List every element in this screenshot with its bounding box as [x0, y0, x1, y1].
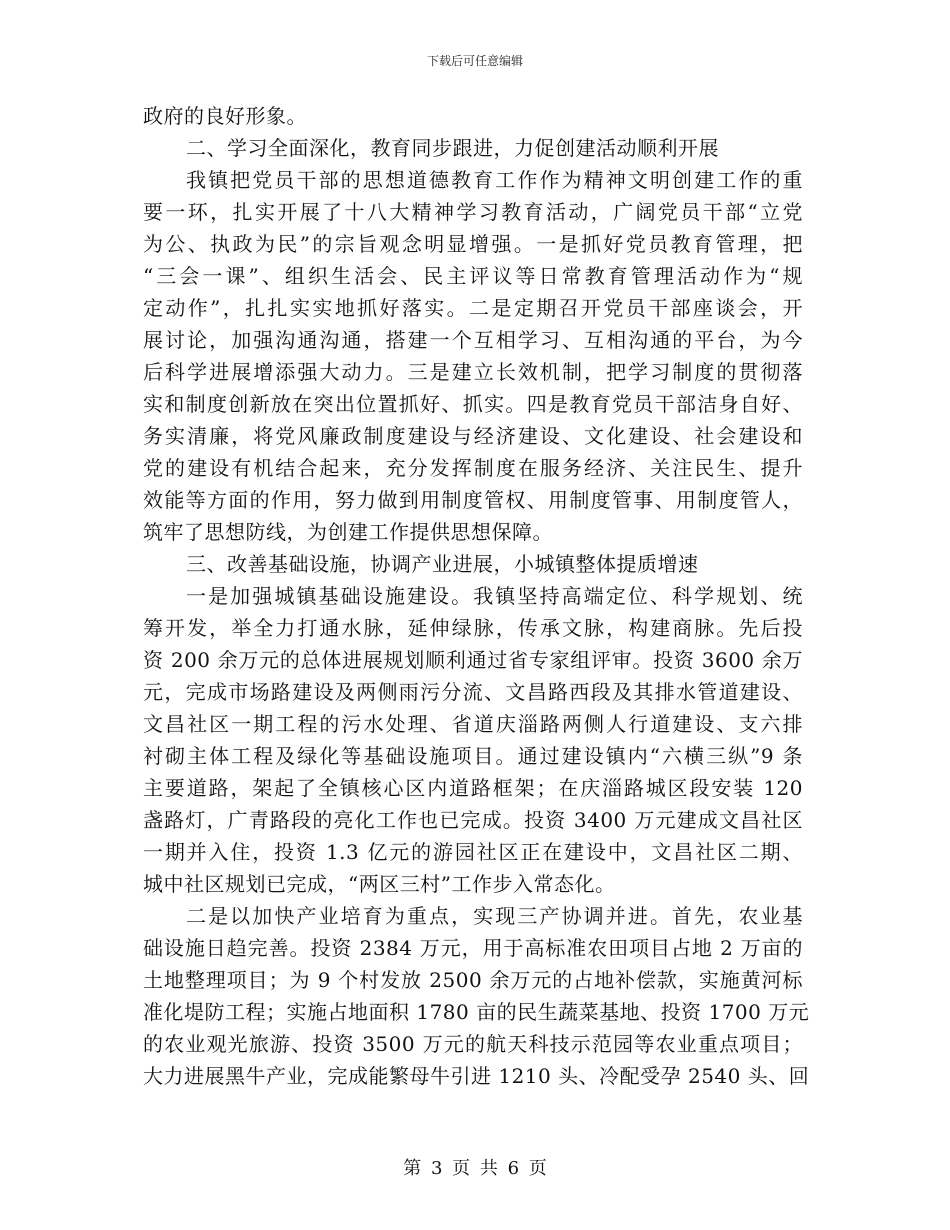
text-line: 三、改善基础设施，协调产业进展，小城镇整体提质增速 — [186, 552, 699, 576]
text-line: 础设施日趋完善。投资 2384 万元，用于高标准农田项目占地 2 万亩的 — [143, 936, 803, 960]
text-line: 二、学习全面深化，教育同步跟进，力促创建活动顺利开展 — [186, 136, 719, 160]
text-line: 筹开发，举全力打通水脉，延伸绿脉，传承文脉，构建商脉。先后投 — [143, 616, 803, 640]
text-line: 我镇把党员干部的思想道德教育工作作为精神文明创建工作的重 — [186, 168, 803, 192]
text-line: 筑牢了思想防线，为创建工作提供思想保障。 — [143, 520, 553, 544]
text-line: 一期并入住，投资 1.3 亿元的游园社区正在建设中，文昌社区二期、 — [143, 840, 803, 864]
text-line: 土地整理项目；为 9 个村发放 2500 余万元的占地补偿款，实施黄河标 — [143, 968, 803, 992]
text-line: 元，完成市场路建设及两侧雨污分流、文昌路西段及其排水管道建设、 — [143, 680, 803, 704]
text-line: 定动作”，扎扎实实地抓好落实。二是定期召开党员干部座谈会，开 — [143, 296, 803, 320]
text-line: 城中社区规划已完成，“两区三村”工作步入常态化。 — [143, 872, 616, 896]
text-line: 展讨论，加强沟通沟通，搭建一个互相学习、互相沟通的平台，为今 — [143, 328, 803, 352]
text-line: 大力进展黑牛产业，完成能繁母牛引进 1210 头、冷配受孕 2540 头、回 — [143, 1064, 810, 1088]
text-line: 资 200 余万元的总体进展规划顺利通过省专家组评审。投资 3600 余万 — [143, 648, 803, 672]
page-header: 下载后可任意编辑 — [426, 54, 523, 68]
text-line: 实和制度创新放在突出位置抓好、抓实。四是教育党员干部洁身自好、 — [143, 392, 803, 416]
text-line: 主要道路，架起了全镇核心区内道路框架；在庆淄路城区段安装 120 — [143, 776, 803, 800]
text-line: 后科学进展增添强大动力。三是建立长效机制，把学习制度的贯彻落 — [143, 360, 803, 384]
text-line: 衬砌主体工程及绿化等基础设施项目。通过建设镇内“六横三纵”9 条 — [143, 744, 803, 768]
text-line: 效能等方面的作用，努力做到用制度管权、用制度管事、用制度管人， — [143, 488, 803, 512]
page-footer: 第 3 页 共 6 页 — [403, 1158, 547, 1179]
text-line: 二是以加快产业培育为重点，实现三产协调并进。首先，农业基 — [186, 904, 803, 928]
text-line: 务实清廉，将党风廉政制度建设与经济建设、文化建设、社会建设和 — [143, 424, 803, 448]
text-line: 为公、执政为民”的宗旨观念明显增强。一是抓好党员教育管理，把 — [143, 232, 803, 256]
text-line: 准化堤防工程；实施占地面积 1780 亩的民生蔬菜基地、投资 1700 万元 — [143, 1000, 810, 1024]
text-line: 文昌社区一期工程的污水处理、省道庆淄路两侧人行道建设、支六排 — [143, 712, 803, 736]
text-line: 盏路灯，广青路段的亮化工作也已完成。投资 3400 万元建成文昌社区 — [143, 808, 803, 832]
text-line: 一是加强城镇基础设施建设。我镇坚持高端定位、科学规划、统 — [186, 584, 803, 608]
text-line: “三会一课”、组织生活会、民主评议等日常教育管理活动作为“规 — [143, 264, 803, 288]
text-line: 的农业观光旅游、投资 3500 万元的航天科技示范园等农业重点项目； — [143, 1032, 803, 1056]
text-line: 党的建设有机结合起来，充分发挥制度在服务经济、关注民生、提升 — [143, 456, 803, 480]
text-line: 政府的良好形象。 — [143, 104, 307, 128]
text-line: 要一环，扎实开展了十八大精神学习教育活动，广阔党员干部“立党 — [143, 200, 803, 224]
document-body — [143, 100, 810, 1092]
